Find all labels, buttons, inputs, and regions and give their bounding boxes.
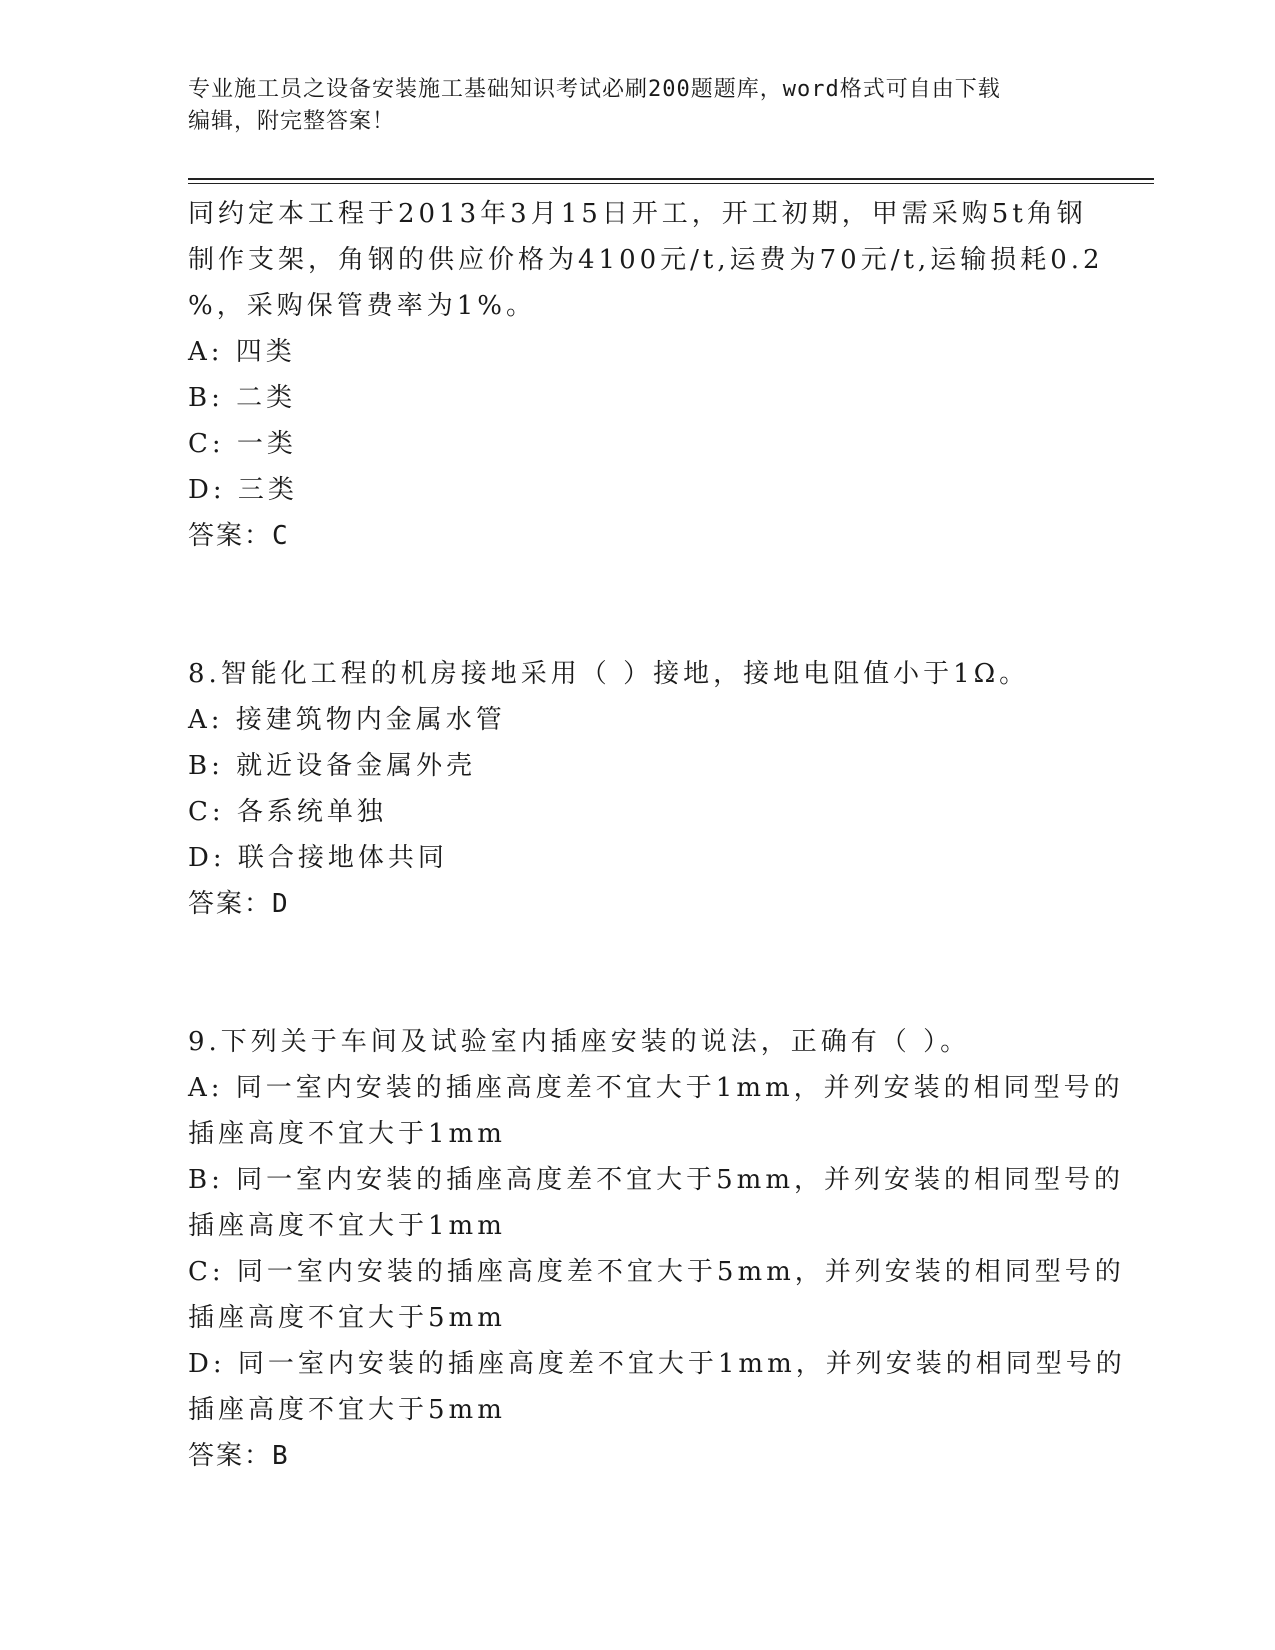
option-c-line-1: C: 同一室内安装的插座高度差不宜大于5mm，并列安装的相同型号的: [188, 1257, 1125, 1287]
document-header: [188, 74, 1068, 138]
option-d: D: 三类: [188, 475, 298, 505]
option-b-line-2: 插座高度不宜大于1mm: [188, 1211, 506, 1241]
option-b: B: 二类: [188, 383, 297, 413]
header-divider-thick: [188, 178, 1154, 180]
option-c: C: 各系统单独: [188, 797, 387, 827]
option-c: C: 一类: [188, 429, 297, 459]
option-b: B: 就近设备金属外壳: [188, 751, 477, 781]
question-stem-line: 制作支架，角钢的供应价格为4100元/t,运费为70元/t,运输损耗0.2: [188, 245, 1104, 275]
option-c-line-2: 插座高度不宜大于5mm: [188, 1303, 506, 1333]
option-a-line-1: A: 同一室内安装的插座高度差不宜大于1mm，并列安装的相同型号的: [188, 1073, 1124, 1103]
question-stem: 8.智能化工程的机房接地采用（ ）接地，接地电阻值小于1Ω。: [188, 659, 1030, 689]
option-a: A: 接建筑物内金属水管: [188, 705, 506, 735]
question-stem-line: 同约定本工程于2013年3月15日开工，开工初期，甲需采购5t角钢: [188, 199, 1087, 229]
header-line-1: 专业施工员之设备安装施工基础知识考试必刷200题题库，word格式可自由下载: [188, 77, 1001, 102]
answer-label: 答案：C: [188, 521, 290, 551]
option-a: A: 四类: [188, 337, 296, 367]
option-d-line-1: D: 同一室内安装的插座高度差不宜大于1mm，并列安装的相同型号的: [188, 1349, 1126, 1379]
question-8: [188, 651, 1088, 927]
header-divider-thin: [188, 183, 1154, 184]
question-stem: 9.下列关于车间及试验室内插座安装的说法，正确有（ ）。: [188, 1027, 971, 1057]
question-stem-line: %，采购保管费率为1%。: [188, 291, 536, 321]
question-7: [188, 191, 1104, 559]
option-b-line-1: B: 同一室内安装的插座高度差不宜大于5mm，并列安装的相同型号的: [188, 1165, 1124, 1195]
option-d: D: 联合接地体共同: [188, 843, 448, 873]
question-9: [188, 1019, 1126, 1479]
question-spacer: [188, 559, 1088, 651]
question-spacer: [188, 927, 1088, 1019]
answer-label: 答案：D: [188, 889, 290, 919]
question-list: [188, 191, 1126, 1479]
header-line-2: 编辑，附完整答案！: [188, 109, 396, 134]
option-a-line-2: 插座高度不宜大于1mm: [188, 1119, 506, 1149]
answer-label: 答案：B: [188, 1441, 290, 1471]
option-d-line-2: 插座高度不宜大于5mm: [188, 1395, 506, 1425]
